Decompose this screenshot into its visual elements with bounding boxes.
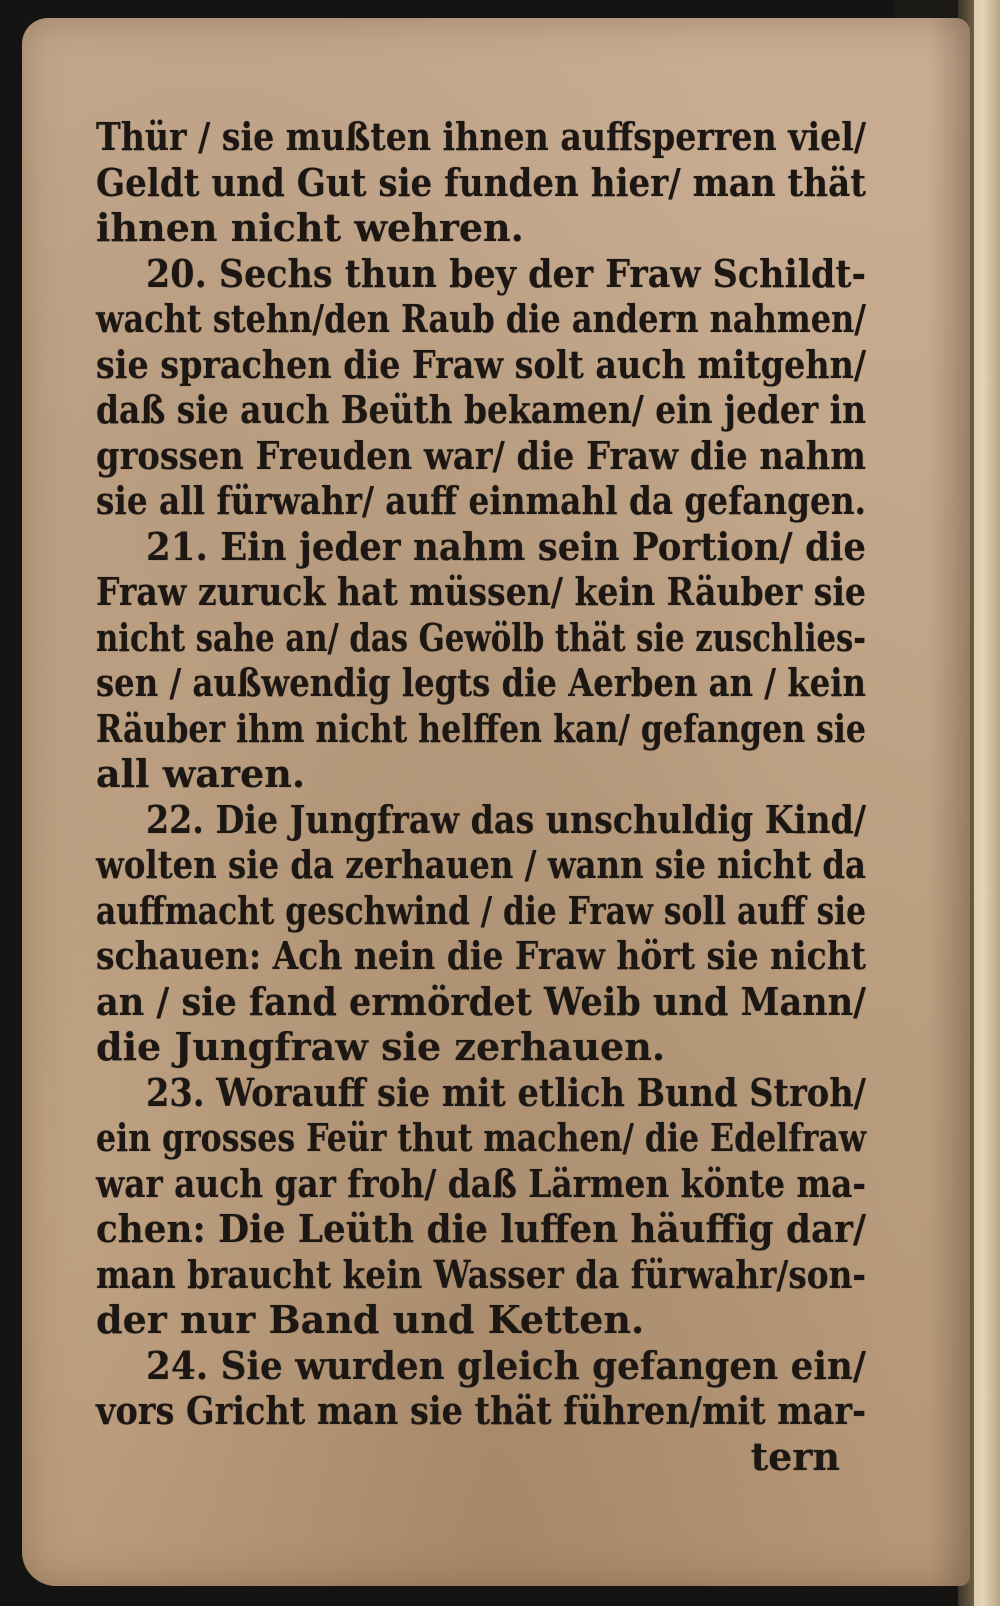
text-line: an / sie fand ermördet Weib und Mann/ [96, 978, 866, 1024]
text-line: Fraw zuruck hat müssen/ kein Räuber sie [96, 569, 866, 614]
text-line: nicht sahe an/ das Gewölb thät sie zuschlies- [96, 614, 867, 660]
page-edge-shadow [930, 18, 970, 1586]
text-line: Räuber ihm nicht helffen kan/ gefangen sie [96, 705, 866, 751]
verse-start-line: 24. Sie wurden gleich gefangen ein/ [146, 1342, 866, 1388]
text-line: wolten sie da zerhauen / wann sie nicht da [96, 842, 867, 887]
text-line: sie sprachen die Fraw solt auch mitgehn/ [96, 341, 867, 387]
verse-start-line: 22. Die Jungfraw das unschuldig Kind/ [146, 796, 867, 842]
text-line: grossen Freuden war/ die Fraw die nahm [96, 432, 866, 478]
text-line: ihnen nicht wehren. [96, 205, 524, 250]
text-line: auffmacht geschwind / die Fraw soll auff sie [96, 887, 866, 933]
text-line: die Jungfraw sie zerhauen. [96, 1024, 666, 1069]
text-line: sen / außwendig legts die Aerben an / kein [96, 660, 867, 705]
verse-start-line: 20. Sechs thun bey der Fraw Schildt- [146, 250, 866, 296]
text-line: wacht stehn/den Raub die andern nahmen/ [96, 296, 866, 341]
text-line: all waren. [96, 751, 306, 796]
text-line: ein grosses Feür thut machen/ die Edelfraw [96, 1115, 867, 1160]
text-line: sie all fürwahr/ auff einmahl da gefangen. [96, 478, 867, 523]
text-line: chen: Die Leüth die luffen häuffig dar/ [96, 1206, 867, 1251]
text-line: Thür / sie mußten ihnen auffsperren viel/ [96, 114, 867, 159]
verse-start-line: 23. Worauff sie mit etlich Bund Stroh/ [146, 1069, 866, 1115]
text-line: vors Gricht man sie thät führen/mit mar- [96, 1388, 866, 1433]
book-page [22, 18, 970, 1586]
text-line: daß sie auch Beüth bekamen/ ein jeder in [96, 387, 867, 432]
catchword: tern [750, 1433, 840, 1479]
text-line: Geldt und Gut sie funden hier/ man thät [96, 159, 867, 205]
verse-start-line: 21. Ein jeder nahm sein Portion/ die [146, 523, 866, 569]
text-line: man braucht kein Wasser da fürwahr/son- [96, 1251, 867, 1297]
text-line: war auch gar froh/ daß Lärmen könte ma- [96, 1160, 867, 1206]
text-line: schauen: Ach nein die Fraw hört sie nicht [96, 933, 866, 978]
page-text [96, 114, 866, 1479]
text-line: der nur Band und Ketten. [96, 1297, 645, 1342]
